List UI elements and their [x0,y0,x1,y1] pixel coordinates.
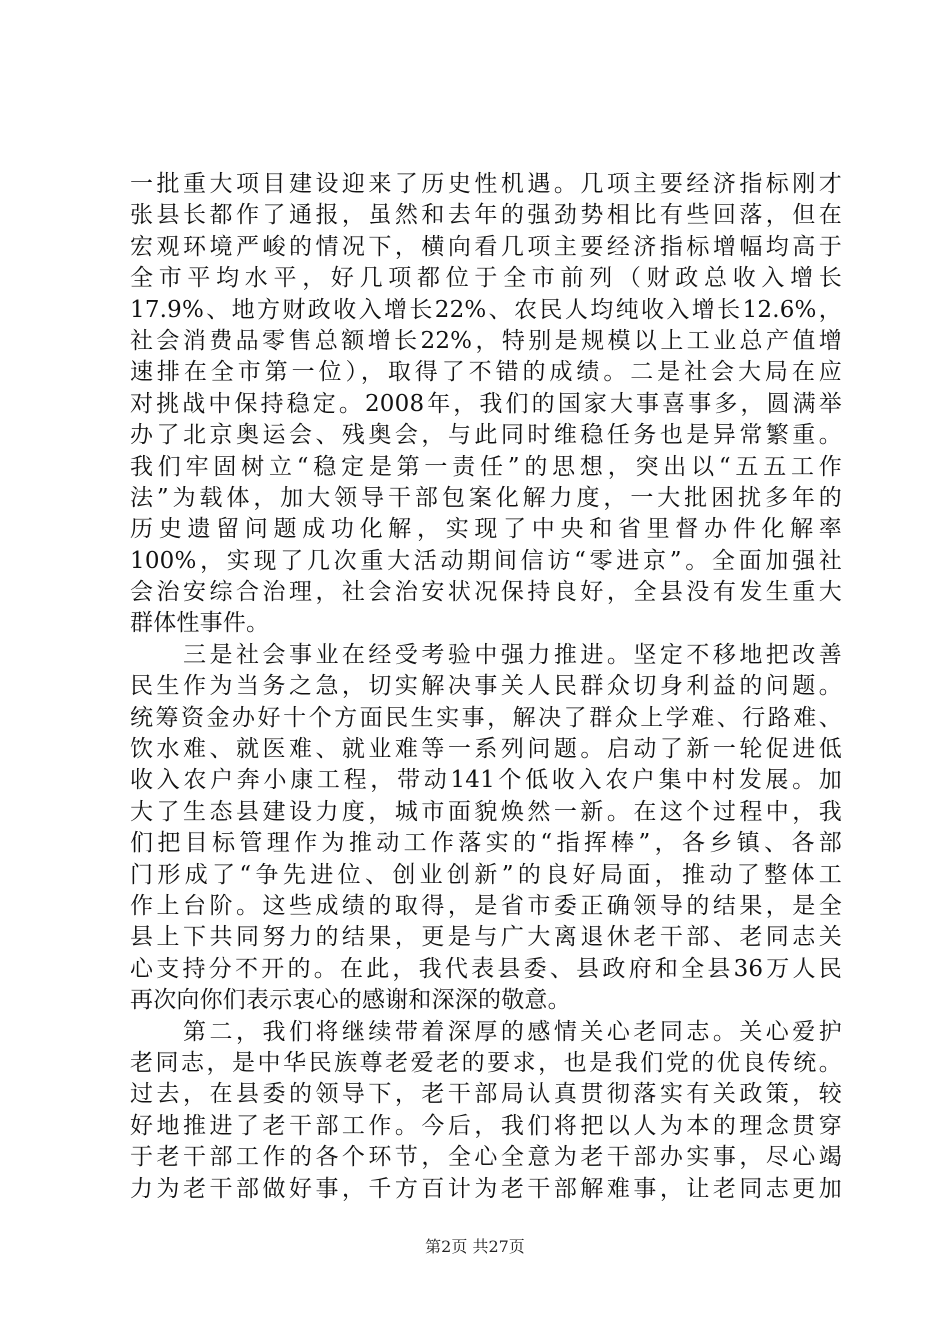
text-line: 再次向你们表示衷心的感谢和深深的敬意。 [130,987,571,1014]
text-line: 统筹资金办好十个方面民生实事，解决了群众上学难、行路难、 [130,704,842,731]
text-line: 历史遗留问题成功化解，实现了中央和省里督办件化解率 [130,516,842,543]
page-footer: 第2页 共27页 [425,1237,525,1256]
text-line: 群体性事件。 [130,610,270,637]
text-line: 一批重大项目建设迎来了历史性机遇。几项主要经济指标刚才 [130,171,842,197]
text-line: 大了生态县建设力度，城市面貌焕然一新。在这个过程中，我 [130,798,842,825]
text-line: 全市平均水平，好几项都位于全市前列（财政总收入增长 [130,265,842,292]
text-line: 过去，在县委的领导下，老干部局认真贯彻落实有关政策，较 [130,1081,842,1108]
text-line: 们把目标管理作为推动工作落实的“指挥棒”，各乡镇、各部 [130,830,842,857]
text-line: 心支持分不开的。在此，我代表县委、县政府和全县36万人民 [130,955,842,982]
text-line: 17.9%、地方财政收入增长22%、农民人均纯收入增长12.6%， [130,296,842,323]
text-line: 于老干部工作的各个环节，全心全意为老干部办实事，尽心竭 [130,1144,842,1171]
text-line: 门形成了“争先进位、创业创新”的良好局面，推动了整体工 [130,861,842,888]
text-line: 法”为载体，加大领导干部包案化解力度，一大批困扰多年的 [130,484,842,511]
text-line: 县上下共同努力的结果，更是与广大离退休老干部、老同志关 [130,924,842,951]
text-line: 第二，我们将继续带着深厚的感情关心老同志。关心爱护 [130,1018,842,1045]
text-line: 宏观环境严峻的情况下，横向看几项主要经济指标增幅均高于 [130,233,842,260]
document-body [130,169,842,1205]
text-line: 三是社会事业在经受考验中强力推进。坚定不移地把改善 [130,641,842,668]
text-line: 办了北京奥运会、残奥会，与此同时维稳任务也是异常繁重。 [130,422,842,449]
text-line: 对挑战中保持稳定。2008年，我们的国家大事喜事多，圆满举 [130,390,842,417]
text-line: 张县长都作了通报，虽然和去年的强劲势相比有些回落，但在 [130,202,842,229]
text-line: 收入农户奔小康工程，带动141个低收入农户集中村发展。加 [130,767,842,794]
text-line: 作上台阶。这些成绩的取得，是省市委正确领导的结果，是全 [130,892,842,919]
text-line: 社会消费品零售总额增长22%，特别是规模以上工业总产值增 [130,327,842,354]
text-line: 好地推进了老干部工作。今后，我们将把以人为本的理念贯穿 [130,1112,842,1139]
text-line: 100%，实现了几次重大活动期间信访“零进京”。全面加强社 [130,547,842,574]
text-line: 民生作为当务之急，切实解决事关人民群众切身利益的问题。 [130,673,842,700]
text-line: 饮水难、就医难、就业难等一系列问题。启动了新一轮促进低 [130,736,842,763]
text-line: 速排在全市第一位），取得了不错的成绩。二是社会大局在应 [130,359,842,386]
text-line: 老同志，是中华民族尊老爱老的要求，也是我们党的优良传统。 [130,1049,842,1076]
text-line: 我们牢固树立“稳定是第一责任”的思想，突出以“五五工作 [130,453,842,480]
text-line: 会治安综合治理，社会治安状况保持良好，全县没有发生重大 [130,579,842,606]
text-line: 力为老干部做好事，千方百计为老干部解难事，让老同志更加 [130,1175,842,1202]
